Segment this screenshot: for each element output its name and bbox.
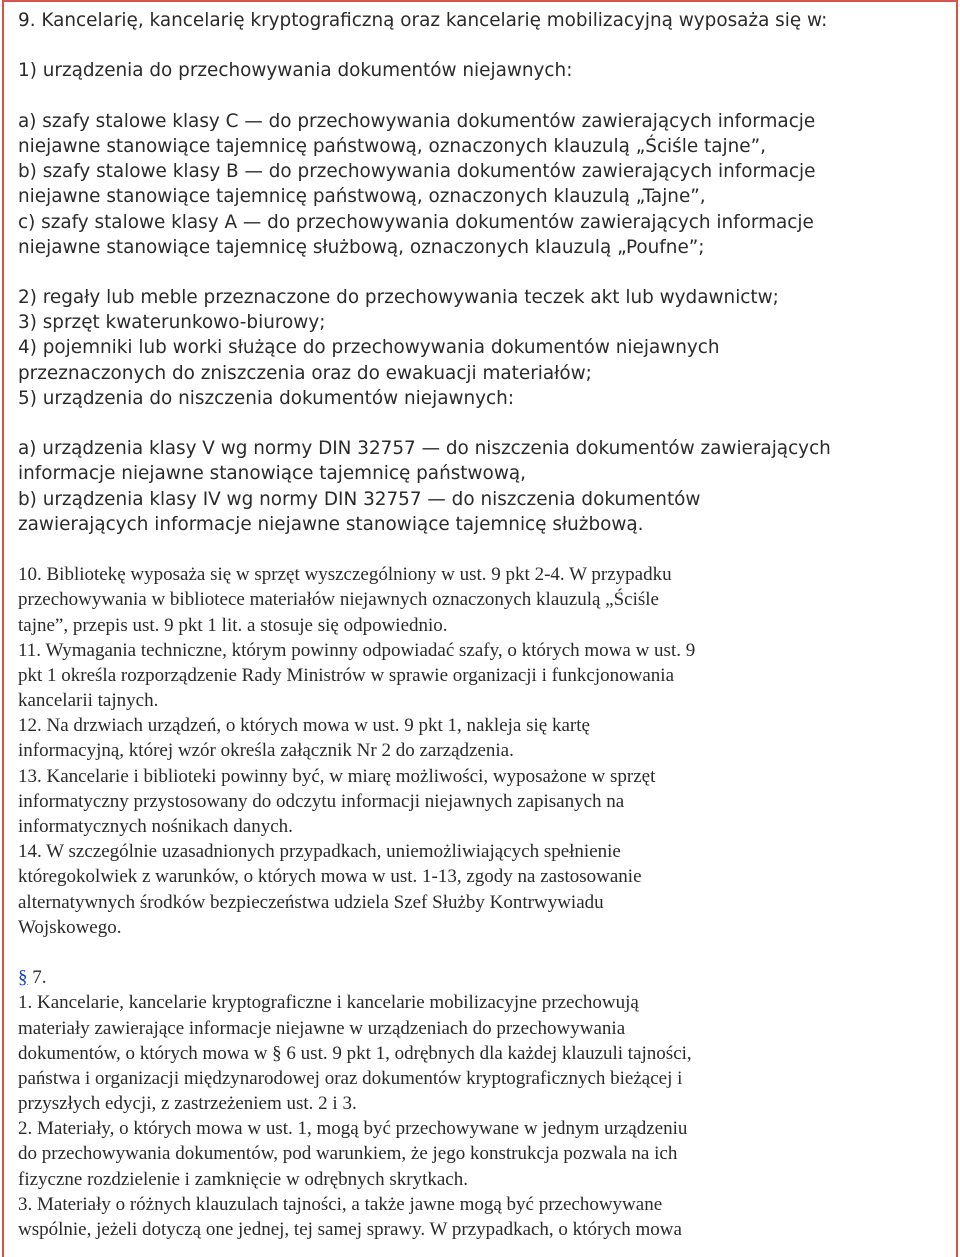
text-line: do przechowywania dokumentów, pod warunkiem, że jego konstrukcja pozwala na ich [18, 1143, 678, 1165]
text-line: państwa i organizacji międzynarodowej oraz dokumentów kryptograficznych bieżącej i [18, 1067, 683, 1089]
text-line: materiały zawierające informacje niejawne w urządzeniach do przechowywania [18, 1017, 626, 1039]
text-line: b) szafy stalowe klasy B — do przechowywania dokumentów zawierających informacje [18, 161, 816, 183]
text-line: c) szafy stalowe klasy A — do przechowywania dokumentów zawierających informacje [18, 211, 814, 233]
text-line: wspólnie, jeżeli dotyczą one jednej, tej samej sprawy. W przypadkach, o których mowa [18, 1219, 682, 1240]
text-line: 9. Kancelarię, kancelarię kryptograficzną oraz kancelarię mobilizacyjną wyposaża się w: [18, 10, 828, 31]
text-line: 13. Kancelarie i biblioteki powinny być, w miarę możliwości, wyposażone w sprzęt [18, 765, 656, 787]
text-line: 12. Na drzwiach urządzeń, o których mowa w ust. 9 pkt 1, nakleja się kartę [18, 715, 590, 737]
text-line: informatycznych nośnikach danych. [18, 816, 293, 837]
text-line: 2. Materiały, o których mowa w ust. 1, mogą być przechowywane w jednym urządzeniu [18, 1118, 688, 1140]
text-line: a) szafy stalowe klasy C — do przechowywania dokumentów zawierających informacje [18, 110, 816, 132]
text-line: któregokolwiek z warunków, o których mowa w ust. 1-13, zgody na zastosowanie [18, 866, 642, 888]
text-line: zawierających informacje niejawne stanowiące tajemnicę służbową. [18, 513, 644, 535]
text-line: 10. Bibliotekę wyposaża się w sprzęt wyszczególniony w ust. 9 pkt 2-4. W przypadku [18, 564, 672, 586]
text-line: 2) regały lub meble przeznaczone do przechowywania teczek akt lub wydawnictw; [18, 287, 779, 309]
section-sign-link[interactable]: § [18, 967, 28, 989]
text-line: informacyjną, której wzór określa załącznik Nr 2 do zarządzenia. [18, 740, 514, 762]
text-line: dokumentów, o których mowa w § 6 ust. 9 pkt 1, odrębnych dla każdej klauzuli tajności, [18, 1042, 692, 1064]
paragraph-heading [18, 965, 956, 990]
text-line: fizyczne rozdzielenie i zamknięcie w odrębnych skrytkach. [18, 1168, 468, 1190]
sections-10-14 [18, 562, 956, 965]
text-line: a) urządzenia klasy V wg normy DIN 32757 — do niszczenia dokumentów zawierających [18, 438, 831, 460]
text-line: przechowywania w bibliotece materiałów niejawnych oznaczonych klauzulą „Ściśle [18, 589, 659, 611]
text-line: niejawne stanowiące tajemnicę państwową, oznaczonych klauzulą „Ściśle tajne”, [18, 135, 766, 157]
text-line: 11. Wymagania techniczne, którym powinny odpowiadać szafy, o których mowa w ust. 9 [18, 639, 696, 661]
text-line: 14. W szczególnie uzasadnionych przypadkach, uniemożliwiających spełnienie [18, 841, 621, 863]
text-line: 5) urządzenia do niszczenia dokumentów niejawnych: [18, 387, 515, 409]
text-line: niejawne stanowiące tajemnicę służbową, oznaczonych klauzulą „Poufne”; [18, 236, 705, 258]
section-9 [18, 8, 956, 562]
text-line: niejawne stanowiące tajemnicę państwową, oznaczonych klauzulą „Tajne”, [18, 186, 706, 208]
text-line: 4) pojemniki lub worki służące do przechowywania dokumentów niejawnych [18, 337, 720, 359]
text-line: 3) sprzęt kwaterunkowo-biurowy; [18, 312, 326, 334]
text-line: alternatywnych środków bezpieczeństwa udziela Szef Służby Kontrwywiadu [18, 891, 604, 913]
text-line: informatyczny przystosowany do odczytu informacji niejawnych zapisanych na [18, 790, 625, 812]
text-line: pkt 1 określa rozporządzenie Rady Ministrów w sprawie organizacji i funkcjonowania [18, 664, 675, 686]
document-page [2, 0, 958, 1257]
text-line: 1. Kancelarie, kancelarie kryptograficzne i kancelarie mobilizacyjne przechowują [18, 992, 639, 1014]
text-line: tajne”, przepis ust. 9 pkt 1 lit. a stosuje się odpowiednio. [18, 614, 448, 636]
text-line: Wojskowego. [18, 916, 122, 938]
paragraph-7 [18, 965, 956, 1242]
text-line: przeznaczonych do zniszczenia oraz do ewakuacji materiałów; [18, 362, 592, 384]
text-line: przyszłych edycji, z zastrzeżeniem ust. 2 i 3. [18, 1093, 357, 1115]
text-line: informacje niejawne stanowiące tajemnicę państwową, [18, 463, 526, 485]
paragraph-number: 7. [32, 967, 47, 989]
text-line: 1) urządzenia do przechowywania dokumentów niejawnych: [18, 60, 573, 82]
text-line: kancelarii tajnych. [18, 690, 159, 712]
text-line: 3. Materiały o różnych klauzulach tajności, a także jawne mogą być przechowywane [18, 1193, 663, 1215]
text-line: b) urządzenia klasy IV wg normy DIN 32757 — do niszczenia dokumentów [18, 488, 701, 510]
